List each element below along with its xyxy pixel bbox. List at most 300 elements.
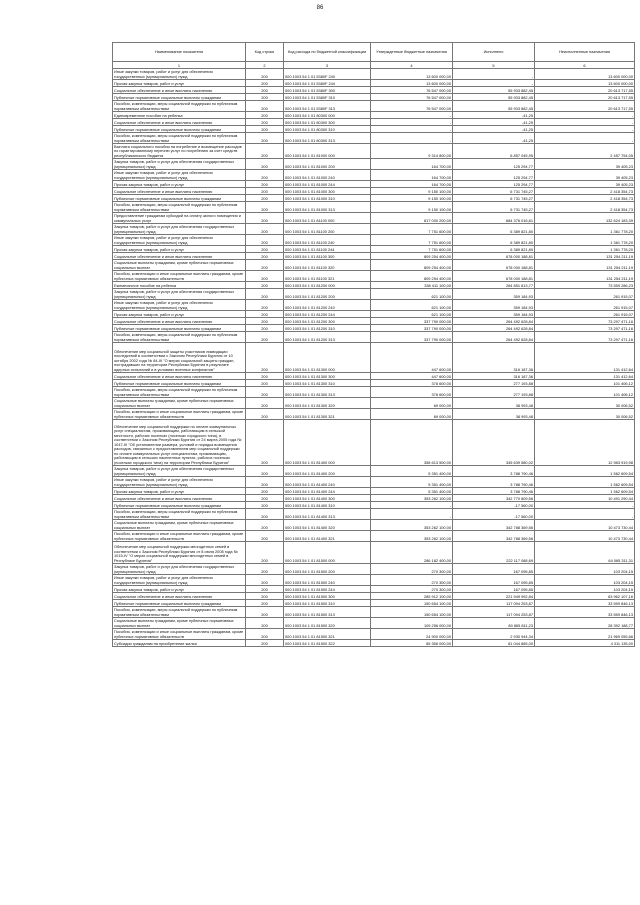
unexecuted-amount: 103 204,15 [535, 575, 635, 586]
approved-amount: 286 182 400,00 [371, 542, 453, 564]
indicator-name: Публичные нормативные социальные выплаты гражданам [113, 600, 246, 607]
executed-amount: 359 184,93 [453, 300, 535, 311]
unexecuted-amount: 2 457 754,05 [535, 144, 635, 159]
line-code: 200 [246, 144, 284, 159]
executed-amount: 55 933 882,45 [453, 101, 535, 112]
executed-amount: 3 788 790,46 [453, 477, 535, 488]
unexecuted-amount: 63 962 107,16 [535, 593, 635, 600]
indicator-name: Прочая закупка товаров, работ и услуг [113, 246, 246, 253]
indicator-name: Пособия, компенсации, меры социальной поддержки по публичным нормативным обязательствам [113, 387, 246, 398]
table-row [113, 640, 635, 647]
table-row [113, 495, 635, 502]
unexecuted-amount: 10 491 290,44 [535, 495, 635, 502]
approved-amount: 7 751 600,00 [371, 224, 453, 235]
executed-amount: 6 731 745,27 [453, 202, 535, 213]
approved-amount: - [371, 126, 453, 133]
table-row [113, 509, 635, 520]
line-code: 200 [246, 520, 284, 531]
approved-amount: 270 300,00 [371, 586, 453, 593]
line-code: 200 [246, 542, 284, 564]
line-code: 200 [246, 224, 284, 235]
unexecuted-amount: 101 406,12 [535, 380, 635, 387]
indicator-name: Обеспечение мер социальной поддержки по оплате коммунальных услуг специалистам, проживающим, работающим в сельской местности, рабочих поселках (поселках городского типа), в соответствии с Законом Республики Бурятия от 24 марта 2005 года № 1047-III "Об установлении размера, условий и порядка возмещения расходов, связанных с предоставлением мер социальной поддержки по оплате коммунальных услуг специалистам, проживающим, работающим в сельских населенных пунктах, рабочих поселках (поселках городского типа) на территории Республики Бурятия" [113, 420, 246, 466]
unexecuted-amount: 12 983 919,98 [535, 420, 635, 466]
expense-code: 000 1003 54 1 01 5380F 310 [284, 94, 371, 101]
page-number: 86 [316, 5, 324, 11]
expense-code: 000 1003 54 1 01 5380F 300 [284, 87, 371, 94]
expense-code: 000 1003 54 1 01 81200 300 [284, 318, 371, 325]
expense-code: 000 1003 54 1 01 81500 322 [284, 640, 371, 647]
executed-amount: 264 851 813,77 [453, 282, 535, 289]
executed-amount: -41,25 [453, 133, 535, 144]
table-row [113, 235, 635, 246]
approved-amount: 337 790 000,00 [371, 332, 453, 343]
executed-amount: 277 193,88 [453, 387, 535, 398]
unexecuted-amount: 261 915,07 [535, 311, 635, 318]
executed-amount: 167 095,85 [453, 575, 535, 586]
unexecuted-amount: 4 311 135,00 [535, 640, 635, 647]
table-row [113, 159, 635, 170]
indicator-name: Пособия, компенсации и иные социальные выплаты гражданам, кроме публичных нормативных обязательств [113, 409, 246, 420]
table-row [113, 311, 635, 318]
table-row [113, 502, 635, 509]
unexecuted-amount: 73 297 471,16 [535, 325, 635, 332]
unexecuted-amount: 20 613 717,55 [535, 87, 635, 94]
table-row [113, 271, 635, 282]
executed-amount: 359 184,93 [453, 311, 535, 318]
table-row [113, 94, 635, 101]
approved-amount: 338 411 100,00 [371, 282, 453, 289]
executed-amount: 81 044 865,00 [453, 640, 535, 647]
indicator-name: Социальное обеспечение и иные выплаты населению [113, 318, 246, 325]
table-header-row [113, 43, 635, 62]
unexecuted-amount: 131 254 211,19 [535, 271, 635, 282]
line-code: 200 [246, 586, 284, 593]
unexecuted-amount: 13 600 000,00 [535, 69, 635, 80]
approved-amount: 378 600,00 [371, 387, 453, 398]
expense-code: 000 1003 54 1 01 81000 200 [284, 159, 371, 170]
expense-code: 000 1003 54 1 01 81500 320 [284, 618, 371, 629]
expense-code: 000 1003 54 1 01 81100 244 [284, 246, 371, 253]
line-code: 200 [246, 343, 284, 373]
expense-code: 000 1003 54 1 01 81000 244 [284, 181, 371, 188]
unexecuted-amount: 21 969 055,66 [535, 629, 635, 640]
header-line-code: Код строки [246, 43, 284, 62]
approved-amount: 24 900 000,00 [371, 629, 453, 640]
table-row [113, 318, 635, 325]
expense-code: 000 1003 54 1 01 80300 310 [284, 126, 371, 133]
header-indicator-name: Наименование показателя [113, 43, 246, 62]
line-code: 200 [246, 495, 284, 502]
line-code: 200 [246, 271, 284, 282]
executed-amount: 264 492 628,84 [453, 318, 535, 325]
line-code: 200 [246, 420, 284, 466]
executed-amount: 55 933 882,45 [453, 94, 535, 101]
executed-amount: 678 000 188,81 [453, 253, 535, 260]
approved-amount: 809 254 400,00 [371, 260, 453, 271]
approved-amount: 353 262 100,00 [371, 531, 453, 542]
unexecuted-amount: 103 204,15 [535, 564, 635, 575]
indicator-name: Предоставление гражданам субсидий на оплату жилого помещения и коммунальных услуг [113, 213, 246, 224]
executed-amount: -41,25 [453, 112, 535, 119]
indicator-name: Закупка товаров, работ и услуг для обеспечения государственных (муниципальных) нужд [113, 224, 246, 235]
approved-amount: 13 600 000,00 [371, 80, 453, 87]
line-code: 200 [246, 600, 284, 607]
expense-code: 000 1003 54 1 01 81100 000 [284, 213, 371, 224]
indicator-name: Публичные нормативные социальные выплаты гражданам [113, 502, 246, 509]
table-row [113, 420, 635, 466]
column-index: 4 [371, 62, 453, 69]
indicator-name: Иные закупки товаров, работ и услуг для обеспечения государственных (муниципальных) нужд [113, 170, 246, 181]
unexecuted-amount: 1 562 609,54 [535, 466, 635, 477]
executed-amount: 6 731 745,27 [453, 188, 535, 195]
expense-code: 000 1003 54 1 01 81500 310 [284, 600, 371, 607]
unexecuted-amount: 103 204,15 [535, 586, 635, 593]
executed-amount: 80 865 811,23 [453, 618, 535, 629]
expense-code: 000 1003 54 1 01 81300 320 [284, 398, 371, 409]
executed-amount: 2 930 944,34 [453, 629, 535, 640]
indicator-name: Прочая закупка товаров, работ и услуг [113, 181, 246, 188]
indicator-name: Иные закупки товаров, работ и услуг для обеспечения государственных (муниципальных) нужд [113, 477, 246, 488]
unexecuted-amount: 2 418 354,73 [535, 202, 635, 213]
unexecuted-amount: 131 254 211,19 [535, 253, 635, 260]
indicator-name: Субсидии гражданам на приобретение жилья [113, 640, 246, 647]
table-row [113, 133, 635, 144]
indicator-name: Социальное обеспечение и иные выплаты населению [113, 119, 246, 126]
approved-amount: - [371, 502, 453, 509]
executed-amount: - [453, 80, 535, 87]
executed-amount: 38 993,48 [453, 398, 535, 409]
unexecuted-amount: 1 361 778,20 [535, 246, 635, 253]
approved-amount: 285 912 100,00 [371, 593, 453, 600]
table-row [113, 289, 635, 300]
approved-amount: 150 654 100,00 [371, 600, 453, 607]
line-code: 200 [246, 311, 284, 318]
executed-amount: -17 560,00 [453, 502, 535, 509]
line-code: 200 [246, 181, 284, 188]
approved-amount: - [371, 112, 453, 119]
expense-code: 000 1003 54 1 01 5380F 313 [284, 101, 371, 112]
table-row [113, 224, 635, 235]
indicator-name: Выплата социального пособия на погребение и возмещение расходов по гарантированному перечню услуг по погребению за счет средств республиканского бюджета [113, 144, 246, 159]
unexecuted-amount: 1 361 778,20 [535, 235, 635, 246]
approved-amount: 109 256 000,00 [371, 618, 453, 629]
line-code: 200 [246, 69, 284, 80]
table-row [113, 80, 635, 87]
indicator-name: Социальное обеспечение и иные выплаты населению [113, 593, 246, 600]
unexecuted-amount: 64 065 311,31 [535, 542, 635, 564]
executed-amount: 117 094 253,87 [453, 607, 535, 618]
indicator-name: Ежемесячное пособие на ребенка [113, 282, 246, 289]
unexecuted-amount: - [535, 509, 635, 520]
expense-code: 000 1003 54 1 01 81400 313 [284, 509, 371, 520]
approved-amount: 353 262 100,00 [371, 520, 453, 531]
approved-amount: 337 790 000,00 [371, 325, 453, 332]
line-code: 200 [246, 318, 284, 325]
table-row [113, 600, 635, 607]
approved-amount: 809 254 400,00 [371, 253, 453, 260]
indicator-name: Социальное обеспечение и иные выплаты населению [113, 188, 246, 195]
table-row [113, 112, 635, 119]
expense-code: 000 1003 54 1 01 80300 313 [284, 133, 371, 144]
line-code: 200 [246, 325, 284, 332]
indicator-name: Иные закупки товаров, работ и услуг для обеспечения государственных (муниципальных) нужд [113, 235, 246, 246]
indicator-name: Закупка товаров, работ и услуг для обеспечения государственных (муниципальных) нужд [113, 289, 246, 300]
line-code: 200 [246, 119, 284, 126]
expense-code: 000 1003 54 1 01 80300 300 [284, 119, 371, 126]
indicator-name: Социальное обеспечение и иные выплаты населению [113, 373, 246, 380]
approved-amount: 150 654 100,00 [371, 607, 453, 618]
line-code: 200 [246, 629, 284, 640]
unexecuted-amount: 101 406,12 [535, 387, 635, 398]
approved-amount: 358 613 500,00 [371, 420, 453, 466]
unexecuted-amount: 39 405,23 [535, 159, 635, 170]
approved-amount: 164 700,00 [371, 170, 453, 181]
unexecuted-amount: 131 254 211,19 [535, 260, 635, 271]
line-code: 200 [246, 477, 284, 488]
approved-amount: - [371, 133, 453, 144]
unexecuted-amount: 261 915,07 [535, 300, 635, 311]
approved-amount: 378 600,00 [371, 380, 453, 387]
unexecuted-amount: 1 562 609,54 [535, 488, 635, 495]
approved-amount: 76 547 000,00 [371, 94, 453, 101]
approved-amount: 164 700,00 [371, 159, 453, 170]
expense-code: 000 1003 54 1 01 80300 000 [284, 112, 371, 119]
indicator-name: Пособия, компенсации, меры социальной поддержки по публичным нормативным обязательствам [113, 607, 246, 618]
approved-amount: 69 000,00 [371, 398, 453, 409]
indicator-name: Пособия, компенсации, меры социальной поддержки по публичным нормативным обязательствам [113, 133, 246, 144]
unexecuted-amount: 131 412,64 [535, 343, 635, 373]
expense-code: 000 1003 54 1 01 81200 313 [284, 332, 371, 343]
table-row [113, 586, 635, 593]
approved-amount: 9 150 100,00 [371, 195, 453, 202]
table-row [113, 477, 635, 488]
unexecuted-amount: 33 559 846,13 [535, 600, 635, 607]
executed-amount: 342 788 369,56 [453, 531, 535, 542]
executed-amount: 6 731 745,27 [453, 195, 535, 202]
executed-amount: 678 000 188,81 [453, 260, 535, 271]
executed-amount: 3 788 790,46 [453, 488, 535, 495]
table-row [113, 387, 635, 398]
unexecuted-amount: 39 405,23 [535, 170, 635, 181]
table-row [113, 607, 635, 618]
expense-code: 000 1003 54 1 01 81200 200 [284, 289, 371, 300]
table-row [113, 202, 635, 213]
approved-amount: 69 000,00 [371, 409, 453, 420]
line-code: 200 [246, 531, 284, 542]
indicator-name: Публичные нормативные социальные выплаты гражданам [113, 195, 246, 202]
executed-amount: 221 949 992,84 [453, 593, 535, 600]
approved-amount: 817 000 200,00 [371, 213, 453, 224]
unexecuted-amount: 1 361 778,20 [535, 224, 635, 235]
indicator-name: Публичные нормативные социальные выплаты гражданам [113, 380, 246, 387]
line-code: 200 [246, 170, 284, 181]
budget-execution-table [112, 42, 635, 647]
indicator-name: Обеспечение мер социальной защиты участников ликвидации последствий в соответствии с Законом Республики Бурятия от 10 октября 2002 года № 84-III "О мерах социальной защиты граждан, пострадавших на территории Республики Бурятия в результате ядерных испытаний и в условиях военных конфликтов" [113, 343, 246, 373]
line-code: 200 [246, 618, 284, 629]
line-code: 200 [246, 607, 284, 618]
expense-code: 000 1003 54 1 01 81500 313 [284, 607, 371, 618]
approved-amount: 270 300,00 [371, 575, 453, 586]
table-row [113, 246, 635, 253]
indicator-name: Социальные выплаты гражданам, кроме публичных нормативных социальных выплат [113, 520, 246, 531]
table-row [113, 188, 635, 195]
unexecuted-amount: - [535, 112, 635, 119]
indicator-name: Закупка товаров, работ и услуг для обеспечения государственных (муниципальных) нужд [113, 564, 246, 575]
table-row [113, 325, 635, 332]
line-code: 200 [246, 213, 284, 224]
executed-amount: 359 184,93 [453, 289, 535, 300]
line-code: 200 [246, 80, 284, 87]
column-index-row [113, 62, 635, 69]
executed-amount: 167 095,85 [453, 586, 535, 593]
indicator-name: Пособия, компенсации, меры социальной поддержки по публичным нормативным обязательствам [113, 202, 246, 213]
unexecuted-amount: 10 473 730,44 [535, 520, 635, 531]
table-row [113, 343, 635, 373]
approved-amount: 447 600,00 [371, 343, 453, 373]
line-code: 200 [246, 260, 284, 271]
expense-code: 000 1003 54 1 01 81500 321 [284, 629, 371, 640]
line-code: 200 [246, 235, 284, 246]
executed-amount: 342 788 369,56 [453, 520, 535, 531]
table-row [113, 181, 635, 188]
executed-amount: 125 294,77 [453, 170, 535, 181]
table-row [113, 126, 635, 133]
line-code: 200 [246, 202, 284, 213]
expense-code: 000 1003 54 1 01 81300 000 [284, 343, 371, 373]
approved-amount: 447 600,00 [371, 373, 453, 380]
expense-code: 000 1003 54 1 01 81100 320 [284, 260, 371, 271]
line-code: 200 [246, 575, 284, 586]
line-code: 200 [246, 509, 284, 520]
expense-code: 000 1003 54 1 01 81300 310 [284, 380, 371, 387]
unexecuted-amount: 30 006,52 [535, 409, 635, 420]
executed-amount: 316 187,36 [453, 373, 535, 380]
approved-amount: 621 100,00 [371, 311, 453, 318]
table-row [113, 520, 635, 531]
table-body [113, 69, 635, 647]
expense-code: 000 1003 54 1 01 81100 300 [284, 253, 371, 260]
approved-amount: 809 254 400,00 [371, 271, 453, 282]
executed-amount: 55 933 882,45 [453, 87, 535, 94]
indicator-name: Иные закупки товаров, работ и услуг для обеспечения государственных (муниципальных) нужд [113, 300, 246, 311]
indicator-name: Закупка товаров, работ и услуг для обеспечения государственных (муниципальных) нужд [113, 159, 246, 170]
table-row [113, 170, 635, 181]
expense-code: 000 1003 54 1 01 81200 310 [284, 325, 371, 332]
line-code: 200 [246, 398, 284, 409]
expense-code: 000 1003 54 1 01 81500 240 [284, 575, 371, 586]
indicator-name: Пособия, компенсации, меры социальной поддержки по публичным нормативным обязательствам [113, 509, 246, 520]
line-code: 200 [246, 101, 284, 112]
indicator-name: Прочая закупка товаров, работ и услуг [113, 80, 246, 87]
line-code: 200 [246, 282, 284, 289]
executed-amount: 167 095,85 [453, 564, 535, 575]
header-approved: Утвержденные бюджетные назначения [371, 43, 453, 62]
executed-amount: -41,25 [453, 119, 535, 126]
executed-amount: 6 389 821,80 [453, 246, 535, 253]
indicator-name: Социальные выплаты гражданам, кроме публичных нормативных социальных выплат [113, 398, 246, 409]
expense-code: 000 1003 54 1 01 81400 300 [284, 495, 371, 502]
approved-amount: 621 100,00 [371, 300, 453, 311]
indicator-name: Социальное обеспечение и иные выплаты населению [113, 253, 246, 260]
indicator-name: Иные закупки товаров, работ и услуг для обеспечения государственных (муниципальных) нужд [113, 69, 246, 80]
approved-amount: 9 150 100,00 [371, 202, 453, 213]
indicator-name: Закупка товаров, работ и услуг для обеспечения государственных (муниципальных) нужд [113, 466, 246, 477]
approved-amount: 353 262 100,00 [371, 495, 453, 502]
indicator-name: Публичные нормативные социальные выплаты гражданам [113, 94, 246, 101]
column-index: 5 [453, 62, 535, 69]
line-code: 200 [246, 246, 284, 253]
line-code: 200 [246, 289, 284, 300]
unexecuted-amount: 2 418 354,73 [535, 188, 635, 195]
table-row [113, 300, 635, 311]
line-code: 200 [246, 300, 284, 311]
expense-code: 000 1003 54 1 01 81400 320 [284, 520, 371, 531]
line-code: 200 [246, 488, 284, 495]
executed-amount: 38 993,48 [453, 409, 535, 420]
line-code: 200 [246, 94, 284, 101]
expense-code: 000 1003 54 1 01 81300 321 [284, 409, 371, 420]
expense-code: 000 1003 54 1 01 81500 244 [284, 586, 371, 593]
unexecuted-amount: 73 297 471,16 [535, 318, 635, 325]
executed-amount: 6 389 821,80 [453, 235, 535, 246]
line-code: 200 [246, 373, 284, 380]
line-code: 200 [246, 253, 284, 260]
expense-code: 000 1003 54 1 01 81000 000 [284, 144, 371, 159]
indicator-name: Пособия, компенсации и иные социальные выплаты гражданам, кроме публичных нормативных обязательств [113, 629, 246, 640]
line-code: 200 [246, 188, 284, 195]
expense-code: 000 1003 54 1 01 81400 321 [284, 531, 371, 542]
approved-amount: 76 547 000,00 [371, 101, 453, 112]
unexecuted-amount: 73 559 286,23 [535, 282, 635, 289]
table-row [113, 398, 635, 409]
line-code: 200 [246, 409, 284, 420]
executed-amount: 277 193,88 [453, 380, 535, 387]
expense-code: 000 1003 54 1 01 81300 313 [284, 387, 371, 398]
expense-code: 000 1003 54 1 01 81500 300 [284, 593, 371, 600]
executed-amount: 6 857 045,95 [453, 144, 535, 159]
line-code: 200 [246, 502, 284, 509]
expense-code: 000 1003 54 1 01 81000 313 [284, 202, 371, 213]
line-code: 200 [246, 640, 284, 647]
table-row [113, 542, 635, 564]
table-row [113, 409, 635, 420]
executed-amount: 345 639 580,02 [453, 420, 535, 466]
indicator-name: Обеспечение мер социальной поддержки многодетных семей в соответствии с Законом Республики Бурятия от 8 июля 2008 года № 1015-IV "О мерах социальной поддержки многодетных семей в Республике Бурятия" [113, 542, 246, 564]
executed-amount: 264 492 628,84 [453, 332, 535, 343]
line-code: 200 [246, 126, 284, 133]
expense-code: 000 1003 54 1 01 81400 240 [284, 477, 371, 488]
indicator-name: Социальное обеспечение и иные выплаты населению [113, 87, 246, 94]
column-index: 6 [535, 62, 635, 69]
table-row [113, 253, 635, 260]
expense-code: 000 1003 54 1 01 81500 000 [284, 542, 371, 564]
unexecuted-amount: 20 613 717,55 [535, 101, 635, 112]
unexecuted-amount: 20 613 717,55 [535, 94, 635, 101]
executed-amount: 342 770 809,56 [453, 495, 535, 502]
expense-code: 000 1003 54 1 01 81000 310 [284, 195, 371, 202]
line-code: 200 [246, 159, 284, 170]
unexecuted-amount: - [535, 502, 635, 509]
executed-amount: 3 788 790,46 [453, 466, 535, 477]
unexecuted-amount: 30 006,52 [535, 398, 635, 409]
indicator-name: Публичные нормативные социальные выплаты гражданам [113, 126, 246, 133]
table-row [113, 593, 635, 600]
approved-amount: 9 150 100,00 [371, 188, 453, 195]
line-code: 200 [246, 387, 284, 398]
approved-amount: 621 100,00 [371, 289, 453, 300]
unexecuted-amount: 261 915,07 [535, 289, 635, 300]
